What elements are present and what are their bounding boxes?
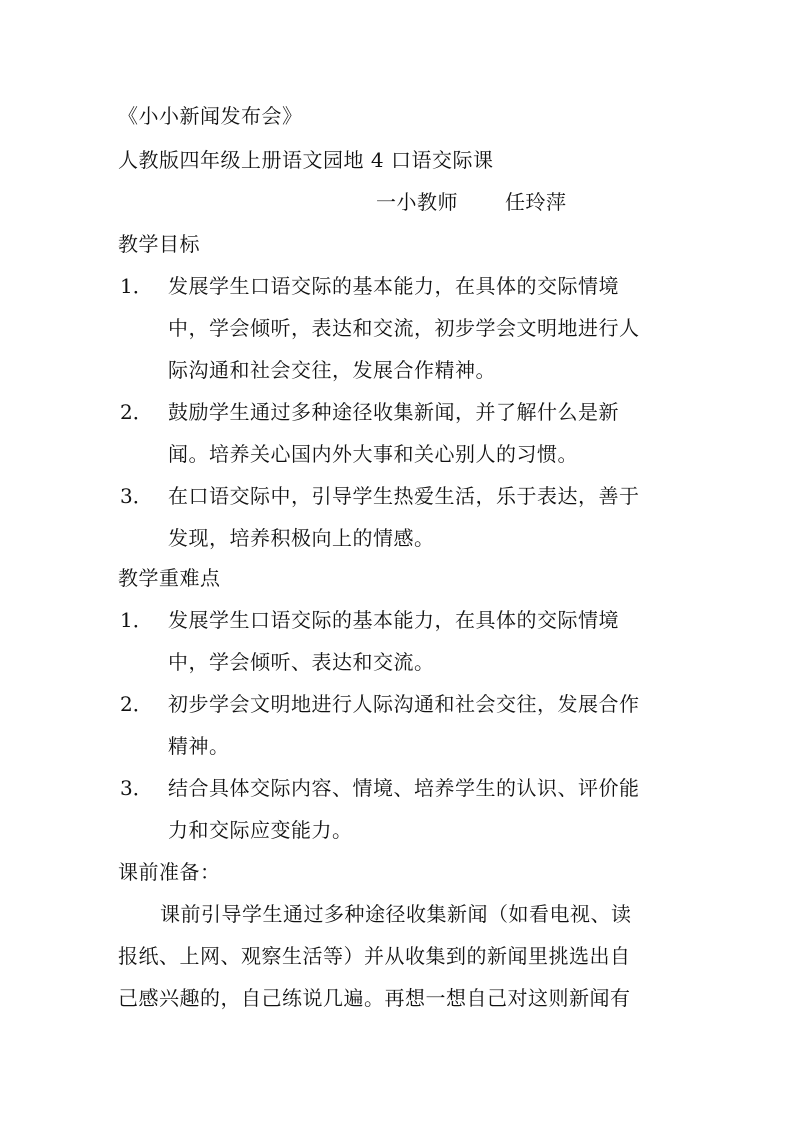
preparation-line: 课前引导学生通过多种途径收集新闻（如看电视、读	[160, 902, 632, 926]
objective-line: 际沟通和社会交往，发展合作精神。	[168, 358, 496, 382]
key-point-line: 中，学会倾听、表达和交流。	[168, 650, 435, 674]
objective-number: 1．	[120, 274, 153, 298]
objective-number: 3．	[120, 484, 153, 508]
key-point-number: 1．	[120, 608, 153, 632]
objective-line: 中，学会倾听，表达和交流，初步学会文明地进行人	[168, 316, 640, 340]
objective-line: 闻。培养关心国内外大事和关心别人的习惯。	[168, 442, 578, 466]
key-point-line: 初步学会文明地进行人际沟通和社会交往，发展合作	[168, 692, 640, 716]
key-point-line: 发展学生口语交际的基本能力，在具体的交际情境	[168, 608, 619, 632]
objective-line: 发展学生口语交际的基本能力，在具体的交际情境	[168, 274, 619, 298]
preparation-heading: 课前准备：	[118, 860, 221, 884]
objectives-heading: 教学目标	[118, 232, 200, 256]
doc-title: 《小小新闻发布会》	[118, 104, 303, 128]
objective-line: 发现，培养积极向上的情感。	[168, 526, 435, 550]
preparation-line: 己感兴趣的，自己练说几遍。再想一想自己对这则新闻有	[118, 986, 631, 1010]
objective-line: 在口语交际中，引导学生热爱生活，乐于表达，善于	[168, 484, 640, 508]
objective-number: 2．	[120, 400, 153, 424]
key-points-heading: 教学重难点	[118, 566, 221, 590]
key-point-line: 结合具体交际内容、情境、培养学生的认识、评价能	[168, 776, 640, 800]
author-school: 一小教师	[376, 190, 458, 214]
doc-subtitle: 人教版四年级上册语文园地 4 口语交际课	[118, 148, 494, 172]
objective-line: 鼓励学生通过多种途径收集新闻，并了解什么是新	[168, 400, 619, 424]
key-point-line: 力和交际应变能力。	[168, 818, 353, 842]
preparation-line: 报纸、上网、观察生活等）并从收集到的新闻里挑选出自	[118, 944, 631, 968]
key-point-number: 2．	[120, 692, 153, 716]
key-point-line: 精神。	[168, 734, 230, 758]
author-name: 任玲萍	[505, 190, 567, 214]
key-point-number: 3．	[120, 776, 153, 800]
